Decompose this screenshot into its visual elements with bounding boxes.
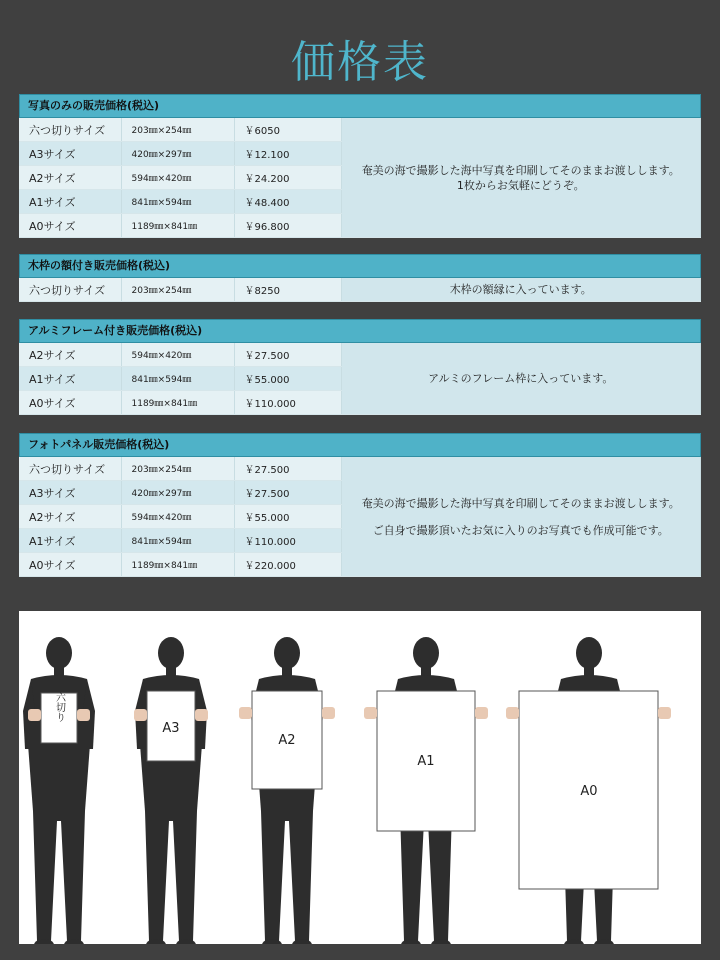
size-name: A1サイズ [19,190,121,214]
size-name: A1サイズ [19,367,121,391]
size-dimensions: 841㎜×594㎜ [121,190,234,214]
section-description [341,278,701,302]
size-dimensions: 594㎜×420㎜ [121,505,234,529]
size-comparison-illustration [19,611,701,944]
size-dimensions: 594㎜×420㎜ [121,343,234,367]
section-header: アルミフレーム付き販売価格(税込) [19,319,701,343]
section-header: 木枠の額付き販売価格(税込) [19,254,701,278]
size-name: A2サイズ [19,505,121,529]
person-figure [23,637,95,944]
size-dimensions: 203㎜×254㎜ [121,118,234,142]
price-section-aluminum-frame [19,319,701,415]
price-value: ￥6050 [234,118,341,142]
size-dimensions: 1189㎜×841㎜ [121,553,234,577]
size-label: A1 [417,754,435,769]
table-row [19,278,701,302]
price-value: ￥96.800 [234,214,341,238]
table-row [19,118,701,142]
size-dimensions: 203㎜×254㎜ [121,278,234,302]
table-row [19,457,701,481]
size-name: A1サイズ [19,529,121,553]
size-dimensions: 420㎜×297㎜ [121,481,234,505]
size-dimensions: 841㎜×594㎜ [121,529,234,553]
price-value: ￥27.500 [234,457,341,481]
description-line: 木枠の額縁に入っています。 [449,283,592,296]
section-description [341,343,701,415]
size-label: A3 [162,721,180,736]
size-label: A2 [278,733,296,748]
price-value: ￥55.000 [234,367,341,391]
size-dimensions: 420㎜×297㎜ [121,142,234,166]
section-description [341,457,701,577]
size-name: 六つ切りサイズ [19,278,121,302]
size-name: A0サイズ [19,391,121,415]
section-header: 写真のみの販売価格(税込) [19,94,701,118]
size-name: A0サイズ [19,553,121,577]
size-name: 六つ切りサイズ [19,457,121,481]
description-line: 奄美の海で撮影した海中写真を印刷してそのままお渡しします。 [361,163,680,177]
description-line: 奄美の海で撮影した海中写真を印刷してそのままお渡しします。 [361,496,680,510]
price-value: ￥12.100 [234,142,341,166]
table-row [19,343,701,367]
size-name: 六つ切りサイズ [19,118,121,142]
size-dimensions: 1189㎜×841㎜ [121,391,234,415]
section-description [341,118,701,238]
size-name: A2サイズ [19,343,121,367]
price-value: ￥27.500 [234,481,341,505]
price-value: ￥220.000 [234,553,341,577]
price-section-photo-panel [19,433,701,577]
section-header: フォトパネル販売価格(税込) [19,433,701,457]
price-value: ￥48.400 [234,190,341,214]
price-value: ￥8250 [234,278,341,302]
size-dimensions: 203㎜×254㎜ [121,457,234,481]
size-label: A0 [580,784,598,799]
price-value: ￥110.000 [234,391,341,415]
description-line: ご自身で撮影頂いたお気に入りのお写真でも作成可能です。 [372,523,669,537]
size-dimensions: 594㎜×420㎜ [121,166,234,190]
size-name: A0サイズ [19,214,121,238]
size-name: A2サイズ [19,166,121,190]
description-line: 1枚からお気軽にどうぞ。 [456,178,585,192]
size-name: A3サイズ [19,481,121,505]
price-section-photo-only [19,94,701,238]
size-dimensions: 1189㎜×841㎜ [121,214,234,238]
price-value: ￥55.000 [234,505,341,529]
page-title: 価格表 [291,37,429,88]
description-line: アルミのフレーム枠に入っています。 [428,372,614,385]
price-value: ￥24.200 [234,166,341,190]
person-figure [135,637,207,944]
price-value: ￥110.000 [234,529,341,553]
price-value: ￥27.500 [234,343,341,367]
size-name: A3サイズ [19,142,121,166]
size-label: 六切り [53,692,65,722]
person-figure [251,637,323,944]
price-section-wood-frame [19,254,701,302]
size-dimensions: 841㎜×594㎜ [121,367,234,391]
